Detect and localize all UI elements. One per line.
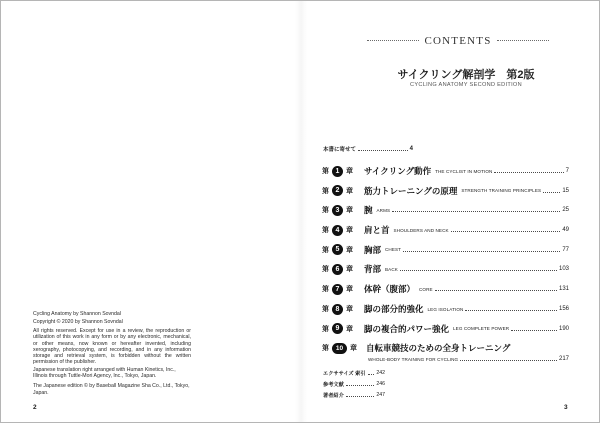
dot-leader (392, 211, 560, 212)
chapter-number-badge: 2 (332, 185, 343, 196)
dot-leader (511, 330, 557, 331)
contents-heading-text: CONTENTS (424, 34, 492, 47)
chapter-page-number: 190 (558, 325, 569, 332)
chapter-suffix: 章 (346, 168, 353, 175)
chapter-prefix: 第 (322, 207, 329, 214)
toc-foreword (323, 145, 413, 153)
chapter-suffix: 章 (346, 246, 353, 254)
chapter-number-badge: 7 (332, 284, 343, 295)
chapter-page-number: 131 (558, 286, 569, 292)
chapter-number-badge: 10 (332, 343, 347, 354)
chapter-suffix: 章 (346, 207, 353, 214)
chapter-prefix: 第 (322, 306, 329, 313)
book-subtitle: CYCLING ANATOMY SECOND EDITION (410, 82, 522, 88)
chapter-title-english: CHEST (385, 247, 402, 252)
back-matter-label: 著者紹介 (323, 392, 344, 399)
back-matter-page-number: 242 (376, 370, 385, 376)
chapter-number-badge: 1 (332, 166, 343, 177)
chapter-suffix: 章 (346, 187, 353, 195)
toc-chapter-6 (322, 263, 569, 275)
chapter-suffix: 章 (346, 227, 353, 234)
chapter-page-number: 103 (558, 266, 569, 272)
foreword-label: 本書に寄せて (323, 147, 357, 153)
dot-leader (346, 396, 375, 397)
dot-leader (346, 385, 375, 386)
dot-leader (543, 192, 560, 193)
chapter-prefix: 第 (322, 345, 329, 352)
book-gutter (295, 1, 307, 422)
dot-leader (460, 360, 557, 361)
dot-leader (435, 290, 557, 291)
toc-about-author (323, 391, 385, 399)
chapter-page-number: 25 (562, 207, 569, 213)
chapter-title: 自転車競技のための全身トレーニング (366, 343, 511, 353)
chapter-number-badge: 9 (332, 323, 343, 334)
chapter-title: 脚の複合的パワー強化 (364, 323, 450, 334)
chapter-prefix: 第 (322, 227, 329, 234)
toc-exercise-index (323, 369, 385, 377)
chapter-suffix: 章 (346, 325, 353, 333)
toc-chapter-10-english-line (368, 353, 569, 365)
chapter-suffix: 章 (346, 306, 353, 313)
toc-chapter-4 (322, 224, 569, 236)
toc-chapter-1 (322, 165, 569, 177)
dot-leader (368, 374, 375, 375)
back-matter-page-number: 247 (376, 392, 385, 398)
chapter-title: サイクリング動作 (364, 166, 432, 176)
dot-leader (451, 231, 561, 232)
original-title-line: Cycling Anatomy by Shannon Sovndal (33, 311, 121, 317)
toc-chapter-7 (322, 283, 569, 295)
chapter-title: 背部 (364, 264, 382, 274)
chapter-title-english: THE CYCLIST IN MOTION (435, 168, 493, 174)
rights-paragraph: All rights reserved. Except for use in a review, the reproduction or utilization of this work in any form or by any electronic, mechanical, or other means, now known or hereafter invented, including xerography, photocopying, and recording, and in any information storage and retrieval system, is forbidden without the written permission of the publisher. (33, 328, 191, 366)
dot-leader (494, 172, 563, 173)
foreword-page-number: 4 (409, 146, 413, 152)
chapter-number-badge: 4 (332, 225, 343, 236)
japanese-edition-paragraph: The Japanese edition © by Baseball Magazine Sha Co., Ltd., Tokyo, Japan. (33, 383, 190, 396)
dot-leader (465, 310, 557, 311)
chapter-number-badge: 6 (332, 264, 343, 275)
chapter-title: 脚の部分的強化 (364, 304, 424, 314)
chapter-page-number: 7 (565, 168, 569, 174)
chapter-page-number: 15 (562, 187, 569, 194)
chapter-title: 筋力トレーニングの原理 (364, 185, 458, 196)
chapter-suffix: 章 (346, 286, 353, 293)
chapter-title: 肩と首 (364, 225, 390, 235)
back-matter-page-number: 246 (376, 381, 385, 387)
chapter-prefix: 第 (322, 266, 329, 273)
chapter-number-badge: 5 (332, 244, 343, 255)
chapter-title-english: CORE (419, 286, 433, 292)
chapter-page-number: 217 (558, 356, 569, 362)
left-page-number: 2 (33, 404, 37, 411)
toc-chapter-9 (322, 323, 569, 335)
chapter-title-english: LEG COMPLETE POWER (453, 326, 510, 331)
chapter-title-english: ARMS (376, 207, 391, 213)
chapter-prefix: 第 (322, 246, 329, 254)
dot-leader (403, 251, 560, 252)
chapter-title: 胸部 (364, 244, 382, 255)
heading-dotted-rule-right (497, 40, 549, 41)
chapter-prefix: 第 (322, 168, 329, 175)
contents-heading (367, 34, 549, 47)
chapter-title-english: BACK (385, 266, 398, 272)
chapter-title-english: SHOULDERS AND NECK (393, 227, 449, 233)
back-matter-label: 参考文献 (323, 381, 344, 388)
right-page-number: 3 (564, 404, 568, 411)
chapter-prefix: 第 (322, 286, 329, 293)
colophon (33, 310, 191, 396)
chapter-number-badge: 8 (332, 304, 343, 315)
dot-leader (358, 150, 408, 151)
toc-chapter-5 (322, 244, 569, 256)
chapter-title: 腕 (364, 205, 373, 215)
toc-references (323, 380, 385, 388)
book-title-block (381, 69, 551, 89)
dot-leader (400, 270, 557, 271)
copyright-line: Copyright © 2020 by Shannon Sovndal (33, 319, 123, 325)
chapter-prefix: 第 (322, 187, 329, 195)
toc-chapter-2 (322, 185, 569, 197)
chapter-title-english: LEG ISOLATION (427, 306, 464, 312)
translation-rights-paragraph: Japanese translation right arranged with Human Kinetics, Inc., Illinois through Tuttle-Mori Agency, Inc., Tokyo, Japan. (33, 366, 176, 380)
chapter-title-english: WHOLE-BODY TRAINING FOR CYCLING (368, 356, 459, 362)
chapter-page-number: 77 (562, 246, 569, 253)
toc-chapter-3 (322, 204, 569, 216)
chapter-suffix: 章 (350, 345, 357, 352)
chapter-suffix: 章 (346, 266, 353, 273)
chapter-number-badge: 3 (332, 205, 343, 216)
chapter-page-number: 156 (558, 306, 569, 312)
chapter-page-number: 49 (562, 227, 569, 233)
book-title: サイクリング解剖学 第2版 (397, 69, 535, 81)
chapter-title-english: STRENGTH TRAINING PRINCIPLES (461, 188, 542, 193)
chapter-prefix: 第 (322, 325, 329, 333)
toc-chapter-8 (322, 303, 569, 315)
heading-dotted-rule-left (367, 40, 419, 41)
back-matter-label: エクササイズ 索引 (323, 370, 366, 377)
chapter-title: 体幹（腹部） (364, 284, 416, 294)
